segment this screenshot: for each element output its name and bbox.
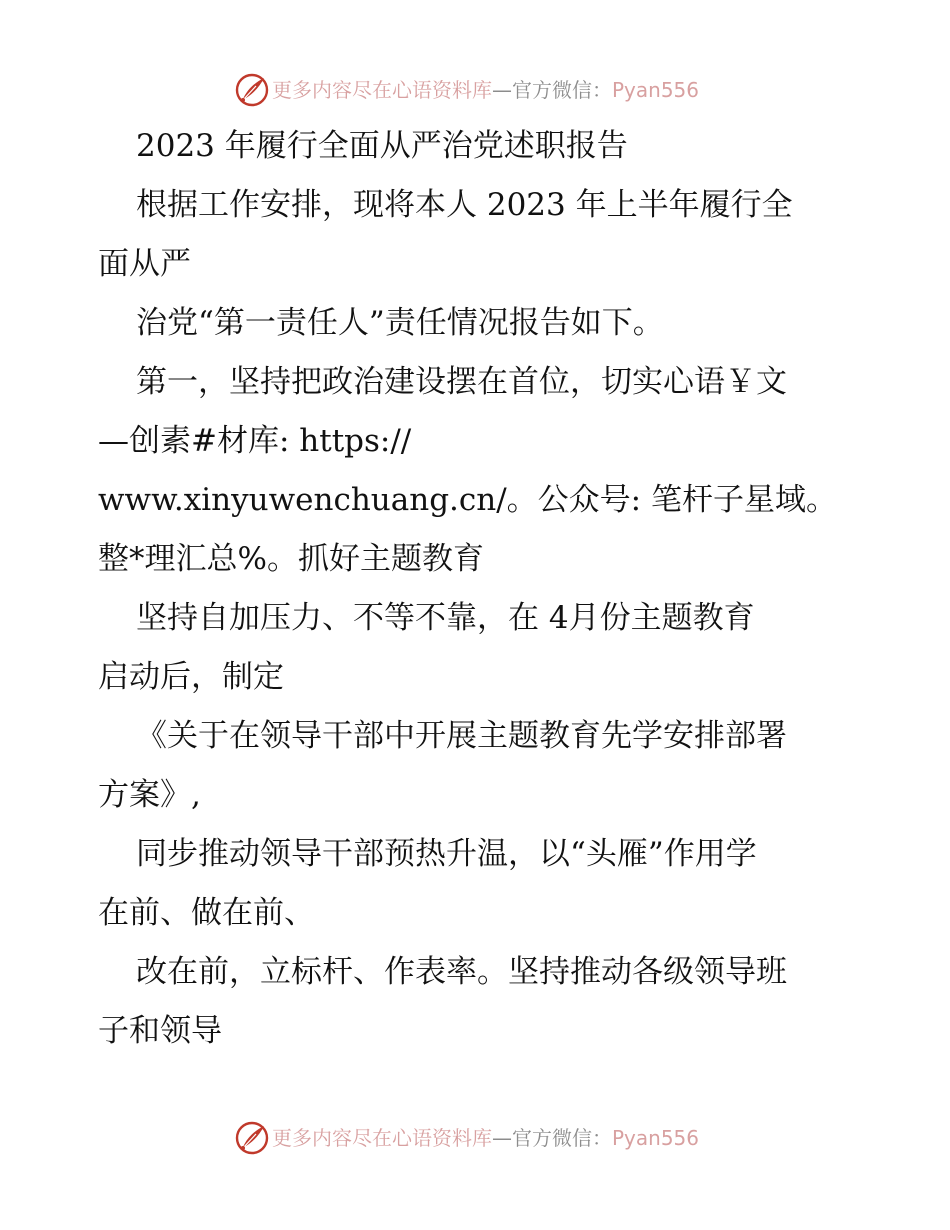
paragraph-line: 第一，坚持把政治建设摆在首位，切实心语￥文 <box>136 364 787 400</box>
paragraph-line: 方案》, <box>98 777 201 813</box>
watermark-text <box>272 1125 699 1151</box>
paragraph-line: www.xinyuwenchuang.cn/。公众号: 笔杆子星域。 <box>98 482 837 518</box>
paragraph-line: 同步推动领导干部预热升温，以“头雁”作用学 <box>136 836 757 872</box>
watermark-separator: — <box>492 1126 512 1150</box>
paragraph-line: —创素#材库: https:// <box>98 423 412 459</box>
paragraph-line: 在前、做在前、 <box>98 895 315 931</box>
watermark-wechat-label: 官方微信： <box>512 1126 612 1150</box>
watermark-wechat-id: Pyan556 <box>612 78 700 102</box>
paragraph-line: 改在前，立标杆、作表率。坚持推动各级领导班 <box>136 954 787 990</box>
document-title: 2023 年履行全面从严治党述职报告 <box>136 128 628 164</box>
quill-pen-logo-icon <box>234 72 270 108</box>
paragraph-line: 治党“第一责任人”责任情况报告如下。 <box>136 305 664 341</box>
paragraph-line: 整*理汇总%。抓好主题教育 <box>98 541 484 577</box>
watermark-link-text[interactable]: 更多内容尽在心语资料库 <box>272 1126 492 1150</box>
paragraph-line: 子和领导 <box>98 1013 222 1049</box>
paragraph-line: 坚持自加压力、不等不靠，在 4月份主题教育 <box>136 600 755 636</box>
watermark-text <box>272 77 699 103</box>
watermark-wechat-label: 官方微信： <box>512 78 612 102</box>
paragraph-line: 启动后，制定 <box>98 659 284 695</box>
paragraph-line: 《关于在领导干部中开展主题教育先学安排部署 <box>136 718 787 754</box>
header-watermark <box>0 70 950 114</box>
paragraph-line: 面从严 <box>98 246 191 282</box>
watermark-separator: — <box>492 78 512 102</box>
watermark-link-text[interactable]: 更多内容尽在心语资料库 <box>272 78 492 102</box>
footer-watermark <box>0 1118 950 1162</box>
quill-pen-logo-icon <box>234 1120 270 1156</box>
document-body <box>98 117 858 1061</box>
watermark-wechat-id: Pyan556 <box>612 1126 700 1150</box>
paragraph-line: 根据工作安排，现将本人 2023 年上半年履行全 <box>136 187 793 223</box>
